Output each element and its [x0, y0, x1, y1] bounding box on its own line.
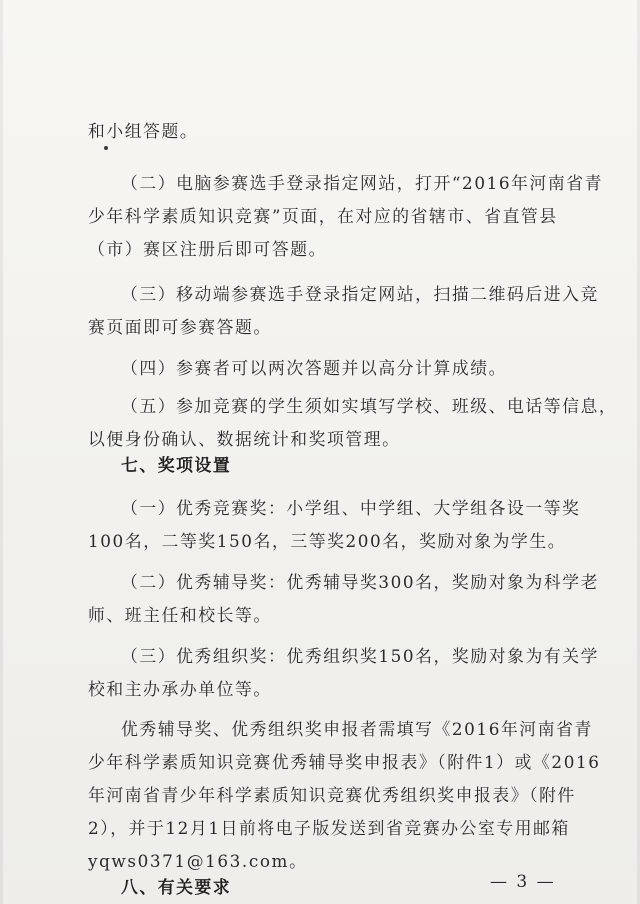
- text-line: （一）优秀竞赛奖：小学组、中学组、大学组各设一等奖: [121, 498, 581, 518]
- text-line: yqws0371@163.com。: [88, 851, 308, 871]
- text-line: 赛页面即可参赛答题。: [88, 317, 272, 337]
- text-line: （二）电脑参赛选手登录指定网站，打开“2016年河南省青: [121, 173, 604, 193]
- text-line: 以便身份确认、数据统计和奖项管理。: [88, 429, 401, 449]
- scan-edge-left: [0, 0, 3, 904]
- text-line: （四）参赛者可以两次答题并以高分计算成绩。: [121, 358, 508, 378]
- text-line: 校和主办承办单位等。: [88, 679, 272, 699]
- text-line: 100名，二等奖150名，三等奖200名，奖励对象为学生。: [88, 531, 567, 551]
- text-line: （五）参加竞赛的学生须如实填写学校、班级、电话等信息，: [121, 396, 618, 416]
- text-line: （市）赛区注册后即可答题。: [88, 239, 327, 259]
- text-line: （三）优秀组织奖：优秀组织奖150名，奖励对象为有关学: [121, 646, 599, 666]
- text-line: （三）移动端参赛选手登录指定网站，扫描二维码后进入竞: [121, 284, 599, 304]
- text-line: 年河南省青少年科学素质知识竞赛优秀组织奖申报表》（附件: [88, 785, 576, 805]
- section-heading-requirements: 八、有关要求: [121, 877, 232, 897]
- section-heading-awards: 七、奖项设置: [121, 455, 232, 475]
- text-line: 优秀辅导奖、优秀组织奖申报者需填写《2016年河南省青: [121, 719, 593, 739]
- page-number: — 3 —: [490, 872, 556, 892]
- text-line: （二）优秀辅导奖：优秀辅导奖300名，奖励对象为科学老: [121, 572, 599, 592]
- text-line: 和小组答题。: [88, 121, 199, 141]
- scan-dot: [104, 146, 108, 150]
- text-line: 少年科学素质知识竞赛”页面，在对应的省辖市、省直管县: [88, 206, 558, 226]
- text-line: 2），并于12月1日前将电子版发送到省竞赛办公室专用邮箱: [88, 818, 570, 838]
- text-line: 少年科学素质知识竞赛优秀辅导奖申报表》（附件1）或《2016: [88, 752, 601, 772]
- text-line: 师、班主任和校长等。: [88, 605, 272, 625]
